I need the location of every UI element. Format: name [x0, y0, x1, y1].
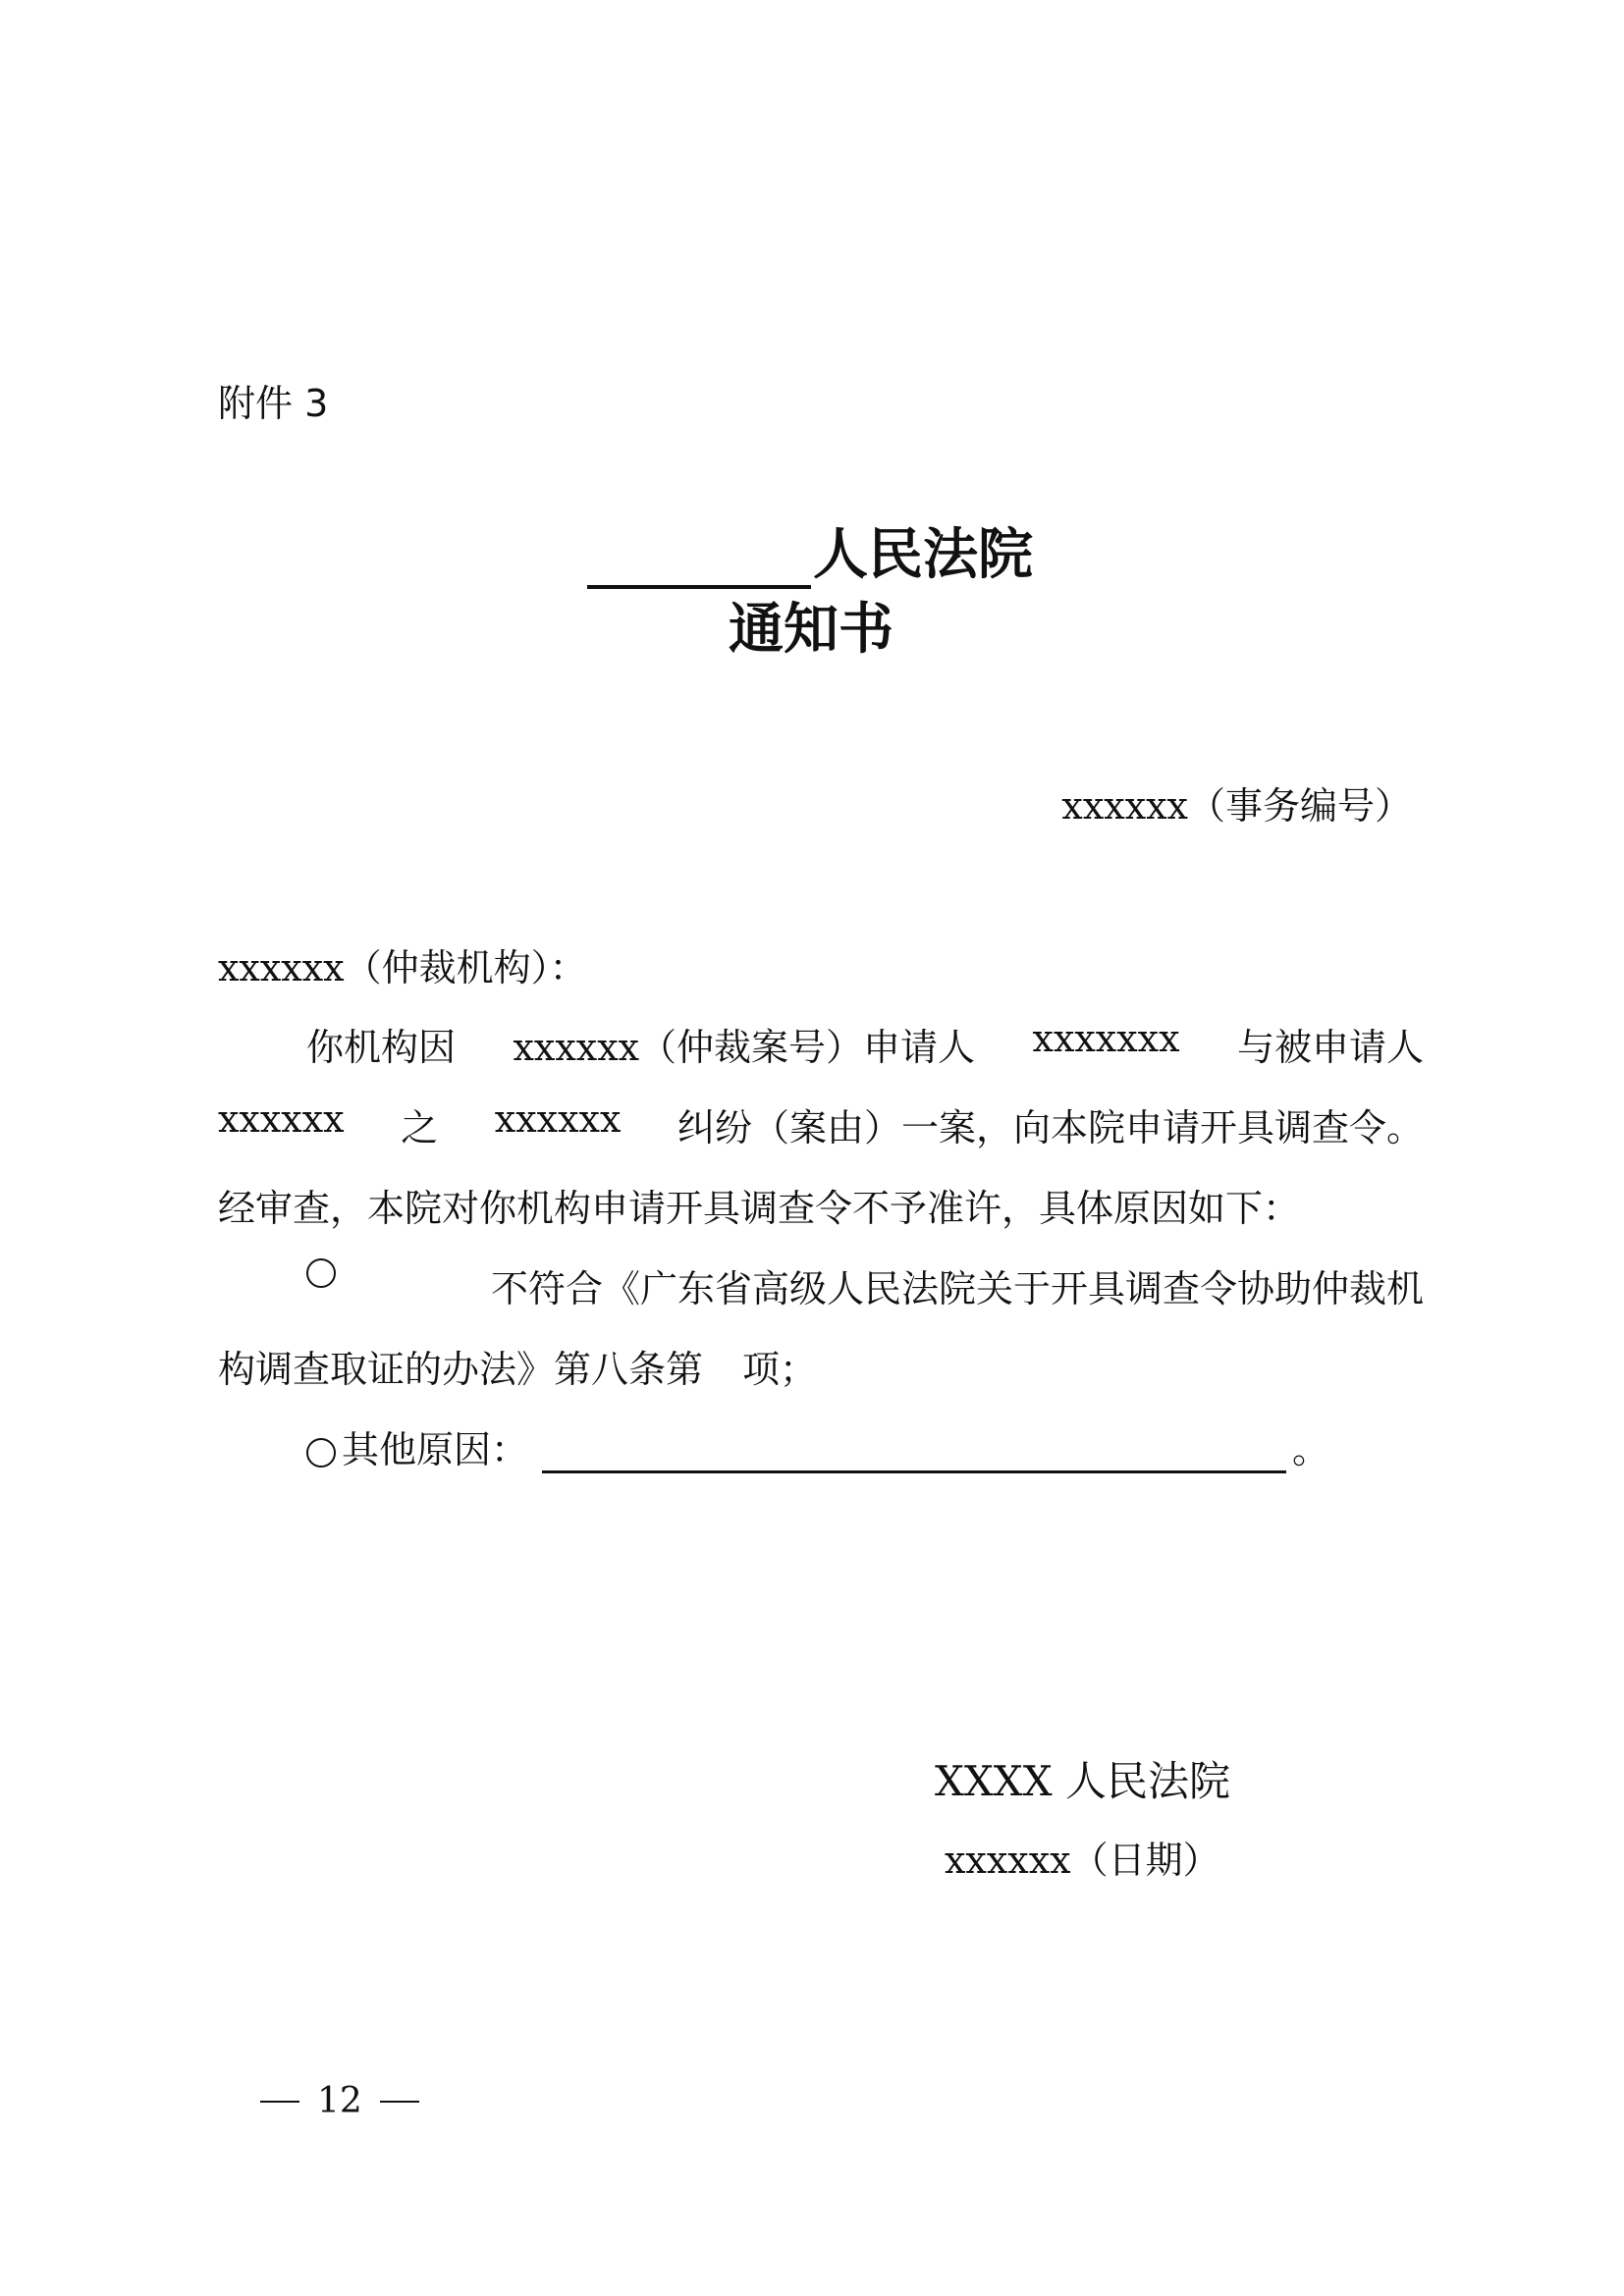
court-title	[587, 520, 1033, 589]
document-title: 通知书	[729, 597, 893, 662]
case-number: xxxxxx（事务编号）	[1061, 784, 1412, 828]
page-number-value: 12	[317, 2081, 362, 2121]
option-rule-violation-continued: 构调查取证的办法》第八条第 项；	[218, 1348, 818, 1391]
body-line-3: 经审查，本院对你机构申请开具调查令不予准许，具体原因如下：	[218, 1187, 1301, 1230]
signature-court: XXXX 人民法院	[935, 1757, 1230, 1805]
court-suffix: 人民法院	[813, 522, 1033, 587]
dash-right	[380, 2101, 419, 2103]
signature-date: xxxxxx（日期）	[945, 1839, 1220, 1882]
addressee: xxxxxx（仲裁机构）：	[218, 946, 587, 989]
dash-left	[260, 2101, 299, 2103]
option-other-reason-radio[interactable]	[306, 1438, 336, 1468]
body-line-2: xxxxxx 之 xxxxxx 纠纷（案由）一案，向本院申请开具调查令。	[218, 1097, 1424, 1149]
attachment-label: 附件 3	[218, 382, 329, 425]
page-number	[260, 2081, 419, 2121]
court-name-blank[interactable]	[587, 528, 811, 589]
body-line-1: 你机构因 xxxxxx（仲裁案号）申请人 xxxxxxx 与被申请人	[306, 1017, 1424, 1069]
other-reason-blank[interactable]	[542, 1429, 1286, 1473]
option-rule-violation-radio[interactable]	[306, 1258, 336, 1288]
option-other-reason: 其他原因： 。	[306, 1419, 1329, 1473]
option-rule-violation: 不符合《广东省高级人民法院关于开具调查令协助仲裁机	[306, 1258, 1424, 1312]
